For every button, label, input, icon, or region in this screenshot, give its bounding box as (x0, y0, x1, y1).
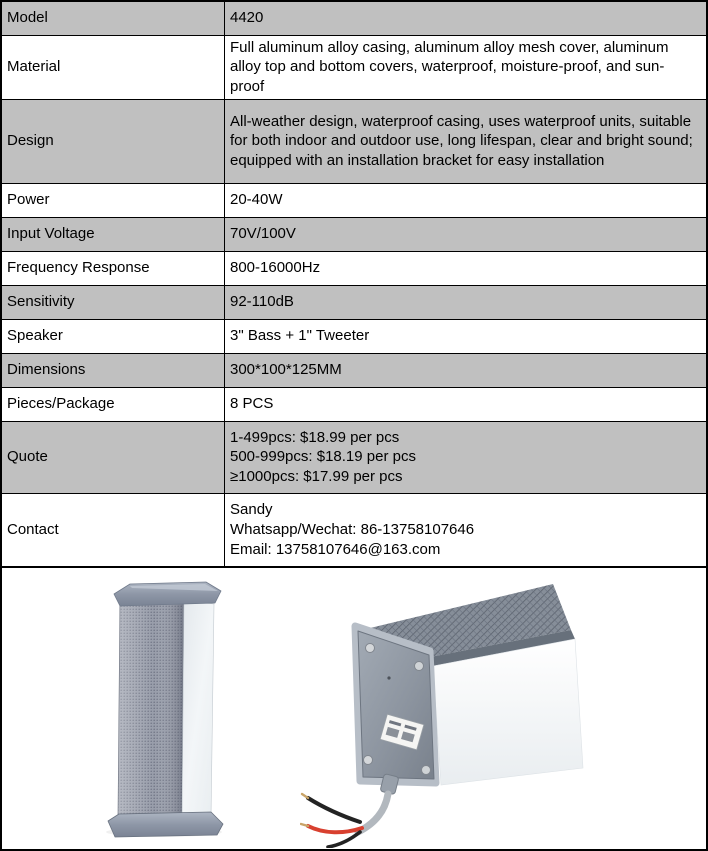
speaker-wires (301, 774, 399, 847)
wire-tip-1 (302, 794, 308, 798)
spec-label: Input Voltage (1, 217, 225, 251)
spec-value: 70V/100V (225, 217, 708, 251)
spec-row-model (1, 1, 707, 35)
spec-value: All-weather design, waterproof casing, uses waterproof units, suitable for both indoor and outdoor use, long lifespan, clear and bright sound; equipped with an installation bracket for easy installation (225, 99, 708, 183)
spec-value (225, 493, 708, 567)
spec-label: Sensitivity (1, 285, 225, 319)
speaker-side-panel (182, 601, 214, 821)
spec-label: Power (1, 183, 225, 217)
spec-value: 3" Bass + 1" Tweeter (225, 319, 708, 353)
spec-label: Pieces/Package (1, 387, 225, 421)
spec-value: 20-40W (225, 183, 708, 217)
quote-tier-2: 500-999pcs: $18.19 per pcs (230, 448, 416, 466)
contact-name: Sandy (230, 501, 273, 519)
spec-row-speaker (1, 319, 707, 353)
quote-tier-1: 1-499pcs: $18.99 per pcs (230, 428, 400, 446)
spec-row-quote (1, 421, 707, 493)
spec-value: 300*100*125MM (225, 353, 708, 387)
spec-row-contact (1, 493, 707, 567)
spec-label: Quote (1, 421, 225, 493)
spec-label: Material (1, 35, 225, 99)
contact-email: Email: 13758107646@163.com (230, 541, 441, 559)
quote-tier-3: ≥1000pcs: $17.99 per pcs (230, 468, 403, 486)
spec-row-design (1, 99, 707, 183)
spec-value: 92-110dB (225, 285, 708, 319)
spec-label: Speaker (1, 319, 225, 353)
spec-value: 800-16000Hz (225, 251, 708, 285)
spec-label: Frequency Response (1, 251, 225, 285)
speaker-mesh-shading (118, 601, 184, 823)
spec-row-power (1, 183, 707, 217)
red-wire (308, 826, 362, 832)
spec-row-sensitivity (1, 285, 707, 319)
right-product-image (300, 570, 610, 848)
left-product-image (72, 578, 242, 840)
spec-row-material (1, 35, 707, 99)
spec-row-frequency-response (1, 251, 707, 285)
spec-row-dimensions (1, 353, 707, 387)
spec-label: Dimensions (1, 353, 225, 387)
black-wire (308, 798, 360, 822)
spec-value (225, 421, 708, 493)
spec-label: Contact (1, 493, 225, 567)
contact-whatsapp: Whatsapp/Wechat: 86-13758107646 (230, 521, 475, 539)
spec-value: 8 PCS (225, 387, 708, 421)
spec-label: Design (1, 99, 225, 183)
spec-row-input-voltage (1, 217, 707, 251)
speaker-bottom-cap (108, 812, 223, 837)
spec-label: Model (1, 1, 225, 35)
spec-row-pieces-package (1, 387, 707, 421)
spec-value: 4420 (225, 1, 708, 35)
spec-value: Full aluminum alloy casing, aluminum alloy mesh cover, aluminum alloy top and bottom covers, waterproof, moisture-proof, and sun-proof (225, 35, 708, 99)
black-wire-2 (328, 832, 360, 847)
product-images-section (0, 568, 708, 851)
